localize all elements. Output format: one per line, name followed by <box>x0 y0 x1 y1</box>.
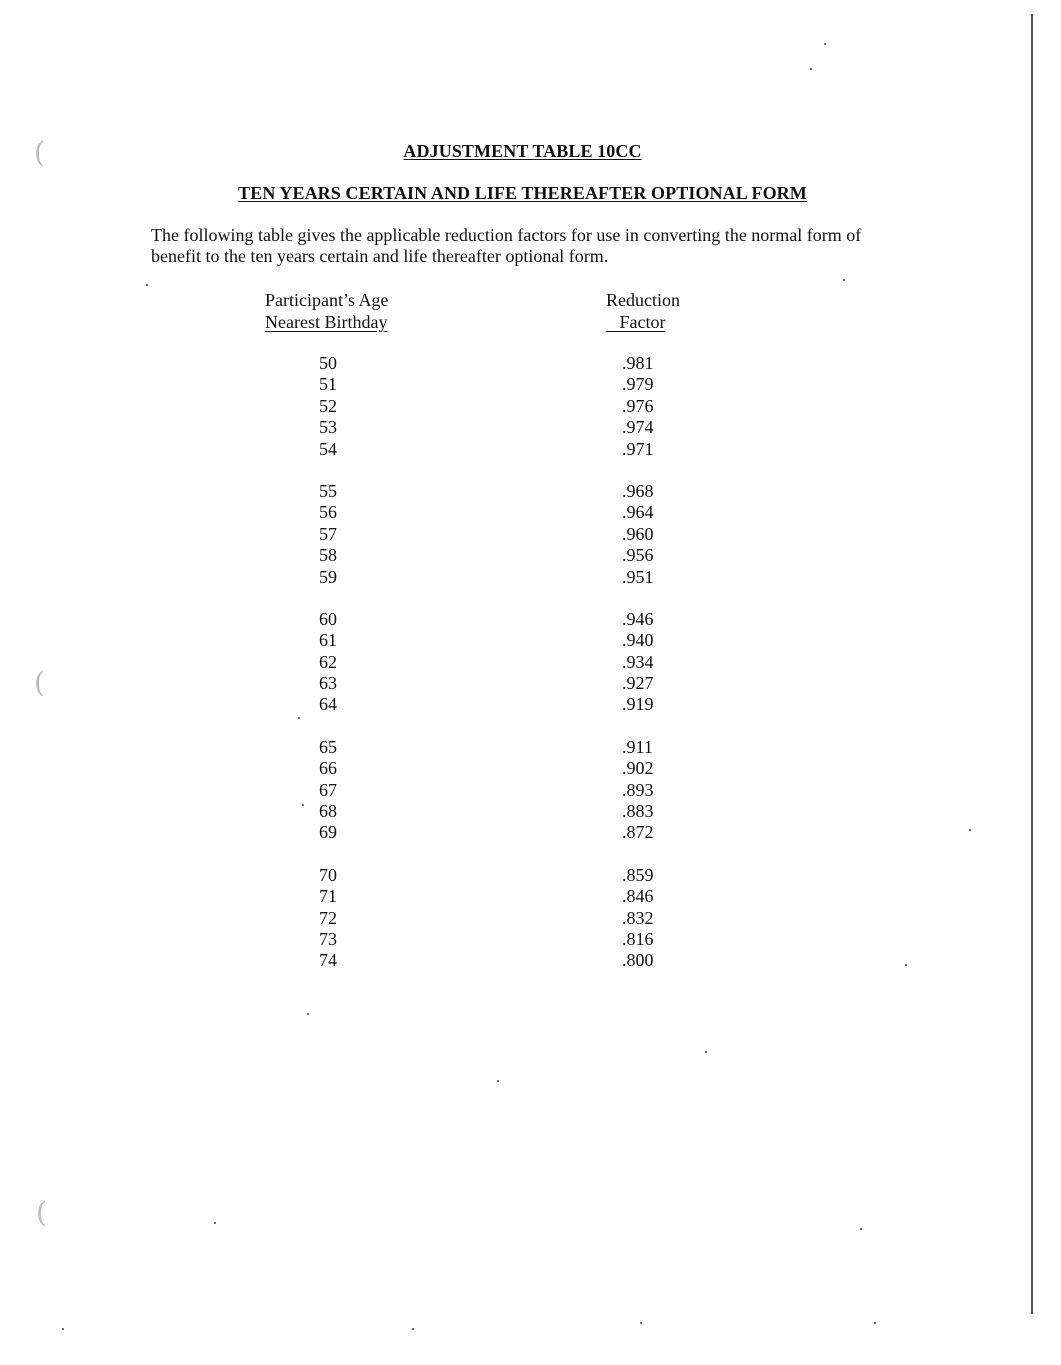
age-cell: 62 <box>319 651 337 672</box>
table-group <box>0 609 1061 716</box>
document-title: ADJUSTMENT TABLE 10CC <box>403 141 642 161</box>
reduction-table <box>0 353 1061 993</box>
scan-speck <box>146 284 148 286</box>
factor-cell: .893 <box>622 779 654 800</box>
table-row <box>0 950 1061 971</box>
factor-cell: .911 <box>622 736 653 757</box>
age-cell: 51 <box>319 374 337 395</box>
factor-cell: .964 <box>622 502 654 523</box>
factor-cell: .974 <box>622 417 654 438</box>
factor-cell: .919 <box>622 694 654 715</box>
intro-paragraph: The following table gives the applicable reduction factors for use in converting the normal form of benefit to the ten years certain and life thereafter optional form. <box>151 225 862 266</box>
document-subtitle: TEN YEARS CERTAIN AND LIFE THEREAFTER OPTIONAL FORM <box>238 183 807 203</box>
age-cell: 64 <box>319 694 337 715</box>
factor-cell: .927 <box>622 673 654 694</box>
scan-speck <box>214 1222 216 1224</box>
table-row <box>0 737 1061 758</box>
table-row <box>0 801 1061 822</box>
factor-header-line2: Factor <box>619 312 666 332</box>
age-cell: 59 <box>319 566 337 587</box>
table-row <box>0 567 1061 588</box>
scan-speck <box>307 1013 309 1015</box>
scan-speck <box>497 1080 499 1082</box>
age-cell: 72 <box>319 907 337 928</box>
age-cell: 58 <box>319 545 337 566</box>
scan-speck <box>62 1328 64 1330</box>
factor-cell: .981 <box>622 353 654 373</box>
factor-cell: .934 <box>622 651 654 672</box>
age-cell: 54 <box>319 438 337 459</box>
table-row <box>0 780 1061 801</box>
scan-speck <box>843 279 845 281</box>
table-row <box>0 908 1061 929</box>
age-header-line1: Participant’s Age <box>265 290 389 310</box>
age-cell: 65 <box>319 736 337 757</box>
table-row <box>0 758 1061 779</box>
age-column-header <box>265 289 388 333</box>
age-header-line2: Nearest Birthday <box>265 312 388 332</box>
factor-cell: .872 <box>622 822 654 843</box>
factor-cell: .979 <box>622 374 654 395</box>
age-cell: 53 <box>319 417 337 438</box>
table-row <box>0 502 1061 523</box>
scan-speck <box>705 1051 707 1053</box>
table-row <box>0 374 1061 395</box>
age-cell: 61 <box>319 630 337 651</box>
age-cell: 57 <box>319 523 337 544</box>
factor-cell: .946 <box>622 608 654 629</box>
table-row <box>0 822 1061 843</box>
table-group <box>0 481 1061 588</box>
table-row <box>0 609 1061 630</box>
table-row <box>0 353 1061 374</box>
scan-speck <box>860 1228 862 1230</box>
factor-cell: .968 <box>622 480 654 501</box>
scan-speck <box>412 1328 414 1330</box>
factor-cell: .976 <box>622 395 654 416</box>
factor-cell: .859 <box>622 864 654 885</box>
age-cell: 63 <box>319 673 337 694</box>
table-row <box>0 524 1061 545</box>
table-row <box>0 694 1061 715</box>
table-row <box>0 396 1061 417</box>
factor-cell: .883 <box>622 801 654 822</box>
table-row <box>0 652 1061 673</box>
age-cell: 67 <box>319 779 337 800</box>
factor-cell: .956 <box>622 545 654 566</box>
scan-speck <box>824 43 826 45</box>
table-group <box>0 353 1061 460</box>
age-cell: 55 <box>319 480 337 501</box>
age-cell: 73 <box>319 928 337 949</box>
table-group <box>0 737 1061 844</box>
age-cell: 68 <box>319 801 337 822</box>
factor-cell: .951 <box>622 566 654 587</box>
scan-mark: ( <box>36 1196 47 1229</box>
table-row <box>0 439 1061 460</box>
scan-mark: ( <box>34 666 45 699</box>
table-group <box>0 865 1061 972</box>
factor-cell: .960 <box>622 523 654 544</box>
age-cell: 56 <box>319 502 337 523</box>
scan-speck <box>874 1322 876 1324</box>
factor-cell: .800 <box>622 950 654 971</box>
factor-cell: .846 <box>622 886 654 907</box>
age-cell: 71 <box>319 886 337 907</box>
age-cell: 60 <box>319 608 337 629</box>
table-row <box>0 630 1061 651</box>
factor-cell: .816 <box>622 928 654 949</box>
factor-column-header <box>606 289 680 333</box>
factor-cell: .902 <box>622 758 654 779</box>
table-row <box>0 673 1061 694</box>
scan-speck <box>810 68 812 70</box>
factor-cell: .940 <box>622 630 654 651</box>
table-row <box>0 481 1061 502</box>
age-cell: 52 <box>319 395 337 416</box>
factor-header-line1: Reduction <box>606 290 680 310</box>
age-cell: 74 <box>319 950 337 971</box>
age-cell: 69 <box>319 822 337 843</box>
scan-speck <box>640 1322 642 1324</box>
age-cell: 66 <box>319 758 337 779</box>
age-cell: 50 <box>319 353 337 373</box>
age-cell: 70 <box>319 864 337 885</box>
factor-cell: .971 <box>622 438 654 459</box>
scan-mark: ( <box>34 136 45 169</box>
table-row <box>0 545 1061 566</box>
table-row <box>0 417 1061 438</box>
table-row <box>0 929 1061 950</box>
table-row <box>0 886 1061 907</box>
table-row <box>0 865 1061 886</box>
factor-cell: .832 <box>622 907 654 928</box>
